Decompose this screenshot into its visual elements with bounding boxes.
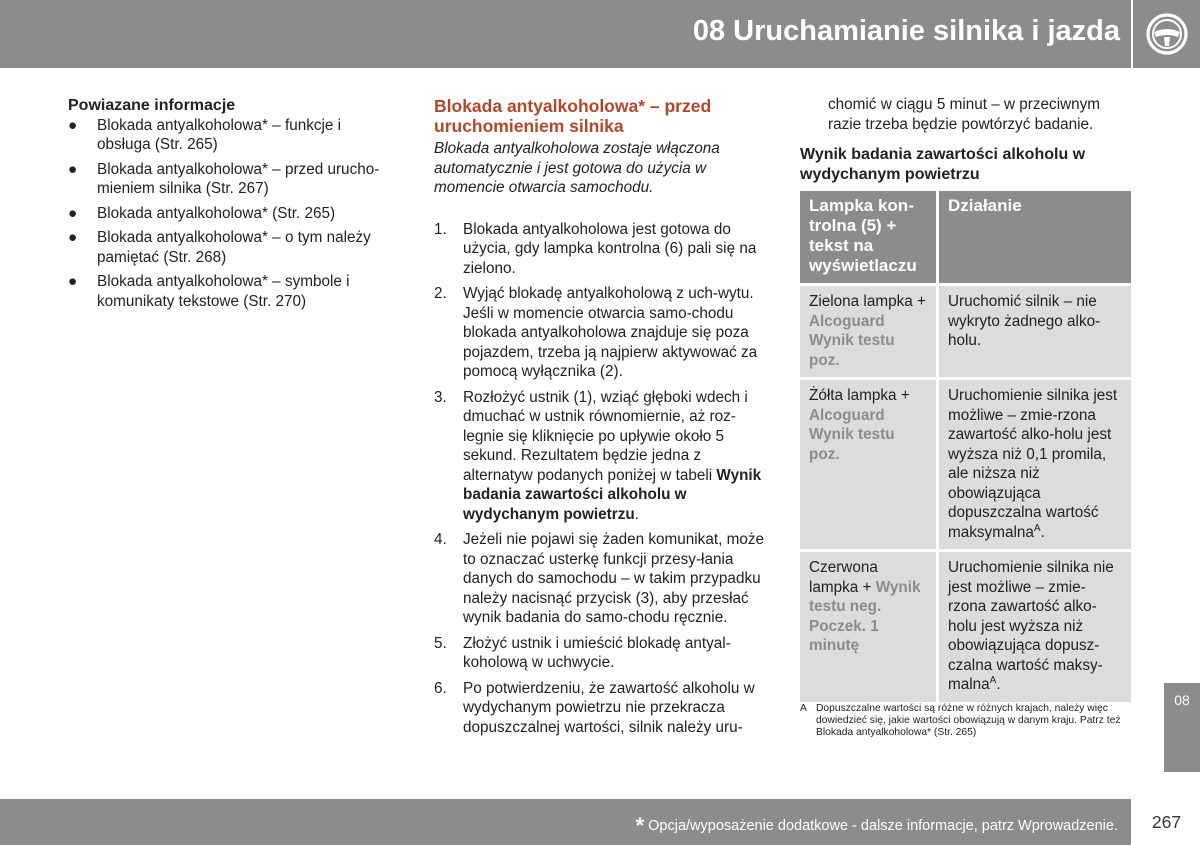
related-link-text: Blokada antyalkoholowa* – funkcje i obsługa (Str. 265) bbox=[97, 116, 342, 153]
table-header-action: Działanie bbox=[939, 191, 1131, 283]
procedure-step bbox=[434, 530, 768, 628]
display-text: Wynik testu neg. Poczek. 1 minutę bbox=[809, 578, 921, 654]
table-title: Wynik badania zawartości alkoholu w wydychanym powietrzu bbox=[800, 146, 1086, 183]
related-link-text: Blokada antyalkoholowa* – symbole i komunikaty tekstowe (Str. 270) bbox=[97, 273, 350, 310]
bullet: ● bbox=[68, 204, 78, 222]
chapter-icon-box bbox=[1133, 0, 1200, 68]
footnote-text: Dopuszczalne wartości są różne w różnych krajach, należy więc dowiedzieć się, jakie wartości obowiązują w danym kraju. Patrz też Blokada antyalkoholowa* (Str. 265) bbox=[816, 703, 1121, 738]
footnote-ref: A bbox=[989, 674, 997, 686]
steering-wheel-icon bbox=[1145, 12, 1189, 56]
chapter-side-tab: 08 bbox=[1164, 683, 1200, 772]
procedure-step bbox=[434, 284, 768, 382]
procedure-column bbox=[434, 95, 768, 743]
related-info-column bbox=[68, 95, 398, 316]
display-text: Alcoguard Wynik testu poz. bbox=[809, 312, 895, 369]
related-link[interactable] bbox=[68, 160, 398, 199]
step-number: 2. bbox=[434, 285, 447, 302]
step-number: 3. bbox=[434, 388, 447, 406]
step-text: Złożyć ustnik i umieścić blokadę antyal-koholową w uchwycie. bbox=[463, 634, 731, 671]
action-cell bbox=[939, 380, 1131, 549]
table-header-lamp: Lampka kon-trolna (5) + tekst na wyświetlaczu bbox=[800, 191, 936, 283]
lamp-cell bbox=[800, 286, 936, 377]
step-number: 4. bbox=[434, 531, 447, 548]
related-link[interactable] bbox=[68, 228, 398, 267]
lamp-cell bbox=[800, 552, 936, 702]
table-header-row bbox=[800, 191, 1131, 283]
page-number: 267 bbox=[1151, 812, 1182, 832]
related-info-list bbox=[68, 116, 398, 312]
procedure-step bbox=[434, 679, 768, 738]
footer-note-text: Opcja/wyposażenie dodatkowe - dalsze informacje, patrz Wprowadzenie. bbox=[648, 818, 1118, 834]
lamp-text: Żółta lampka + bbox=[809, 387, 910, 404]
related-link[interactable] bbox=[68, 272, 398, 311]
related-link-text: Blokada antyalkoholowa* – o tym należy pamiętać (Str. 268) bbox=[97, 229, 371, 266]
lamp-text: Czerwona lampka + bbox=[809, 559, 878, 596]
lamp-text: Zielona lampka + bbox=[809, 293, 926, 310]
step-text: Wyjąć blokadę antyalkoholową z uch-wytu. Jeśli w momencie otwarcia samo-chodu blokada antyalkoholowa znajduje się poza pojazdem, trzeba ją najpierw aktywować za pomocą wyłącznika (2). bbox=[463, 285, 758, 380]
result-column bbox=[800, 95, 1132, 705]
chapter-header-bar bbox=[0, 0, 1131, 68]
bullet: ● bbox=[68, 229, 78, 246]
step-number: 1. bbox=[434, 220, 447, 238]
bullet: ● bbox=[68, 160, 78, 178]
step-text: Po potwierdzeniu, że zawartość alkoholu w wydychanym powietrzu nie przekracza dopuszczalnej wartości, silnik należy uru- bbox=[463, 679, 755, 736]
step-number: 6. bbox=[434, 679, 447, 697]
table-reference: Wynik badania zawartości alkoholu w wydychanym powietrzu bbox=[463, 466, 762, 523]
bullet: ● bbox=[68, 116, 78, 134]
step-continuation: chomić w ciągu 5 minut – w przeciwnym razie trzeba będzie powtórzyć badanie. bbox=[828, 96, 1101, 133]
section-title: Blokada antyalkoholowa* – przed uruchomieniem silnika bbox=[434, 96, 712, 136]
footnote-mark: A bbox=[800, 703, 807, 714]
related-link-text: Blokada antyalkoholowa* (Str. 265) bbox=[97, 204, 336, 222]
procedure-step bbox=[434, 634, 768, 673]
display-text: Alcoguard Wynik testu poz. bbox=[809, 406, 895, 463]
procedure-step bbox=[434, 220, 768, 279]
step-text-end: . bbox=[634, 505, 639, 523]
asterisk-mark: * bbox=[635, 813, 645, 838]
action-cell: Uruchomić silnik – nie wykryto żadnego alko-holu. bbox=[939, 286, 1131, 377]
table-row bbox=[800, 286, 1131, 377]
step-text: Jeżeli nie pojawi się żaden komunikat, może to oznaczać usterkę funkcji przesy-łania danych do samochodu – w takim przypadku należy nacisnąć przycisk (3), aby przesłać wynik badania do samo-chodu ręcznie. bbox=[463, 531, 764, 626]
step-number: 5. bbox=[434, 634, 447, 652]
procedure-steps bbox=[434, 220, 768, 738]
related-link[interactable] bbox=[68, 204, 398, 224]
table-footnote bbox=[800, 703, 1135, 739]
action-text-end: . bbox=[1040, 523, 1045, 541]
action-cell bbox=[939, 552, 1131, 702]
related-info-heading: Powiazane informacje bbox=[68, 97, 236, 114]
table-row bbox=[800, 552, 1131, 702]
footer-note bbox=[636, 813, 1118, 839]
table-row bbox=[800, 380, 1131, 549]
action-text: Uruchomienie silnika jest możliwe – zmie-rzona zawartość alko-holu jest wyższa niż 0,1 promila, ale niższa niż obowiązująca dopuszczalna wartość maksymalna bbox=[948, 387, 1118, 541]
footnote-ref: A bbox=[1033, 522, 1041, 534]
step-text: Blokada antyalkoholowa jest gotowa do użycia, gdy lampka kontrolna (6) pali się na zielono. bbox=[463, 220, 757, 277]
step-text: Rozłożyć ustnik (1), wziąć głęboki wdech i dmuchać w ustnik równomiernie, aż roz-legnie się kliknięcie po upływie około 5 sekund. Rezultatem będzie jedna z alternatyw podanych poniżej w tabeli bbox=[463, 388, 748, 484]
bullet: ● bbox=[68, 273, 78, 290]
action-text: Uruchomienie silnika nie jest możliwe – zmie-rzona zawartość alko-holu jest wyższa niż obowiązująca dopusz-czalna wartość maksy-malna bbox=[948, 559, 1114, 693]
chapter-title: 08 Uruchamianie silnika i jazda bbox=[692, 15, 1120, 47]
result-table bbox=[797, 188, 1134, 705]
action-text-end: . bbox=[996, 676, 1001, 693]
procedure-step bbox=[434, 388, 768, 525]
footer-bar bbox=[0, 799, 1131, 845]
section-lead: Blokada antyalkoholowa zostaje włączona automatycznie i jest gotowa do użycia w momencie otwarcia samochodu. bbox=[434, 140, 720, 196]
related-link[interactable] bbox=[68, 116, 398, 155]
related-link-text: Blokada antyalkoholowa* – przed urucho-mieniem silnika (Str. 267) bbox=[97, 160, 380, 197]
lamp-cell bbox=[800, 380, 936, 549]
